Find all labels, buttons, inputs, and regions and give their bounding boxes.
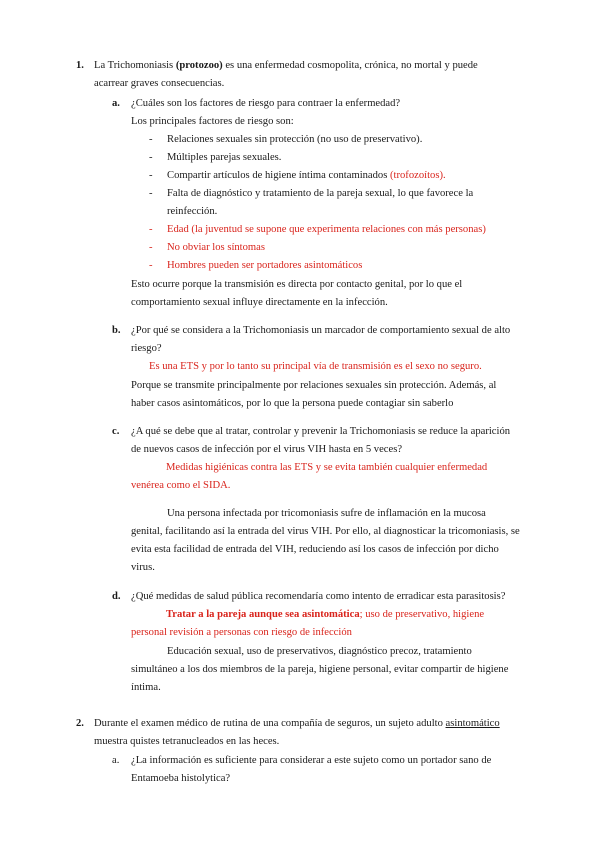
subquestion-letter: c. (112, 426, 120, 437)
list-item: Compartir artículos de higiene íntima contaminados (trofozoítos). (167, 170, 446, 181)
answer-text: Una persona infectada por tricomoniasis sufre de inflamación en la mucosa (167, 508, 486, 519)
answer-red: venérea como el SIDA. (131, 480, 231, 491)
subquestion-text: Entamoeba histolytica? (131, 773, 231, 784)
answer-text: simultáneo a los dos miembros de la pareja, higiene personal, evitar compartir de higiene (131, 664, 509, 675)
subquestion-letter: a. (112, 755, 120, 766)
list-item: Múltiples parejas sexuales. (167, 152, 282, 163)
answer-text: Educación sexual, uso de preservativos, diagnóstico precoz, tratamiento (167, 646, 472, 657)
bullet-dash: - (149, 242, 153, 253)
answer-text: genital, facilitando así la entrada del virus VIH. Por ello, al diagnosticar la tricomoniasis, se (131, 526, 520, 537)
answer-text: íntima. (131, 682, 161, 693)
list-item: Relaciones sexuales sin protección (no uso de preservativo). (167, 134, 423, 145)
answer-text: comportamiento sexual influye directamente en la infección. (131, 297, 388, 308)
subquestion-text: ¿Cuáles son los factores de riesgo para contraer la enfermedad? (131, 98, 401, 109)
question-number: 1. (76, 60, 84, 71)
answer-red: Es una ETS y por lo tanto su principal vía de transmisión es el sexo no seguro. (149, 361, 482, 372)
question-intro: La Trichomoniasis (protozoo) es una enfermedad cosmopolita, crónica, no mortal y puede (94, 60, 478, 71)
list-item-red: Edad (la juventud se supone que experimenta relaciones con más personas) (167, 224, 486, 235)
question-number: 2. (76, 718, 84, 729)
underlined-word: asintomático (445, 718, 500, 729)
answer-red: Medidas higiénicas contra las ETS y se evita también cualquier enfermedad (166, 462, 488, 473)
bullet-dash: - (149, 152, 153, 163)
subquestion-text: de nuevos casos de infección por el virus VIH hasta en 5 veces? (131, 444, 403, 455)
list-item-red: Hombres pueden ser portadores asintomáticos (167, 260, 363, 271)
list-item: Falta de diagnóstico y tratamiento de la pareja sexual, lo que favorece la (167, 188, 474, 199)
subquestion-letter: a. (112, 98, 120, 109)
answer-text: evita esta facilidad de entrada del VIH, reduciendo así los casos de infección por dicho (131, 544, 499, 555)
answer-text: Porque se transmite principalmente por relaciones sexuales sin protección. Además, al (131, 380, 497, 391)
bullet-dash: - (149, 224, 153, 235)
answer-red: Tratar a la pareja aunque sea asintomática; uso de preservativo, higiene (166, 609, 485, 620)
answer-red: personal revisión a personas con riesgo de infección (131, 627, 352, 638)
list-item-continuation: reinfección. (167, 206, 218, 217)
question-intro-line: acarrear graves consecuencias. (94, 78, 225, 89)
bullet-dash: - (149, 260, 153, 271)
answer-text: haber casos asintomáticos, por lo que la persona puede contagiar sin saberlo (131, 398, 454, 409)
list-item-red: No obviar los síntomas (167, 242, 265, 253)
subquestion-text: riesgo? (131, 343, 162, 354)
subquestion-text: ¿Qué medidas de salud pública recomendaría como intento de erradicar esta parasitosis? (131, 591, 506, 602)
bullet-dash: - (149, 188, 153, 199)
question-intro: Durante el examen médico de rutina de una compañía de seguros, un sujeto adulto asintomático (94, 718, 500, 729)
answer-text: virus. (131, 562, 155, 573)
subquestion-text: ¿A qué se debe que al tratar, controlar y prevenir la Trichomoniasis se reduce la aparición (131, 426, 511, 437)
answer-text: Esto ocurre porque la transmisión es directa por contacto genital, por lo que el (131, 279, 463, 290)
answer-text: Los principales factores de riesgo son: (131, 116, 294, 127)
subquestion-letter: d. (112, 591, 121, 602)
protozoo-label: (protozoo) (175, 60, 223, 71)
bullet-dash: - (149, 170, 153, 181)
bullet-dash: - (149, 134, 153, 145)
question-intro-line: muestra quistes tetranucleados en las heces. (94, 736, 280, 747)
subquestion-letter: b. (112, 325, 121, 336)
subquestion-text: ¿Por qué se considera a la Trichomoniasis un marcador de comportamiento sexual de alto (131, 325, 511, 336)
subquestion-text: ¿La información es suficiente para considerar a este sujeto como un portador sano de (131, 755, 492, 766)
